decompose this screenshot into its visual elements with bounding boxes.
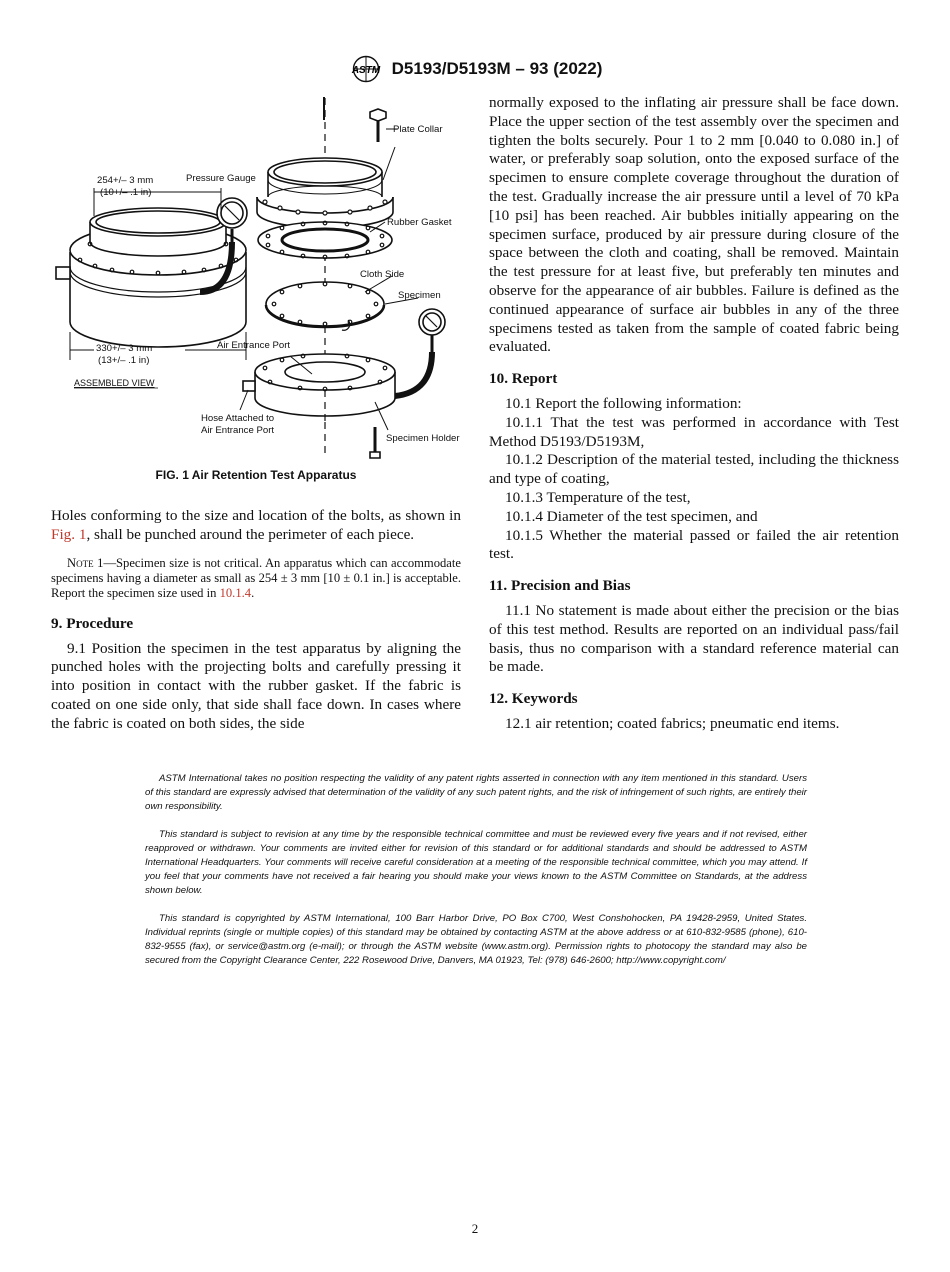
label-specimen-holder: Specimen Holder [386, 433, 460, 444]
right-column [489, 94, 899, 734]
bolt-bottom [370, 427, 380, 458]
paragraph-9-1-continued: normally exposed to the inflating air pressure shall be face down. Place the upper section of the test assembly over the specimen and tighten the bolts securely. Pour 1 to 2 mm [0.040 to 0.080 in.] of water, or preferably soap solution, onto the exposed surface of the specimen to ensure complete coverage throughout the duration of the test. Gradually increase the air pressure until a level of 70 kPa [10 psi] has been reached. Air bubbles initially appearing on the specimen surface, produced by air pressure during closure of the space between the cloth and coating, shall be removed. Maintain the test pressure for at least five, but preferably ten minutes and observe for the appearance of air bubbles. Failure is defined as the continued appearance of surface air bubbles in any of the three specimens tested as taken from the sample of coated fabric being evaluated. [489, 94, 899, 356]
label-specimen: Specimen [398, 290, 441, 301]
figure-caption: FIG. 1 Air Retention Test Apparatus [155, 468, 357, 482]
label-dim-top-2: (10+/– .1 in) [100, 187, 152, 198]
paragraph-10-1: 10.1 Report the following information: [505, 394, 742, 412]
section-11-heading: 11. Precision and Bias [489, 577, 631, 595]
patent-notice: ASTM International takes no position respecting the validity of any patent rights asserted in connection with any item mentioned in this standard. Users of this standard are expressly advised that determination of the validity of any such patent rights, and the risk of infringement of such rights, are entirely their own responsibility. [145, 773, 807, 812]
paragraph-9-1: 9.1 Position the specimen in the test apparatus by aligning the punched holes with the projecting bolts and carefully pressing it into position in contact with the rubber gasket. If the fabric is coated on one side only, that side shall face down. In cases where the fabric is coated on both sides, the side [51, 639, 461, 732]
pressure-gauge-right [395, 309, 445, 396]
label-dim-bottom-2: (13+/– .1 in) [98, 355, 150, 366]
paragraph-10-1-5: 10.1.5 Whether the material passed or failed the air retention test. [489, 526, 899, 563]
section-9-heading: 9. Procedure [51, 614, 134, 632]
page-number: 2 [471, 1221, 479, 1236]
label-air-entrance-port: Air Entrance Port [217, 340, 291, 351]
section-12-heading: 12. Keywords [489, 690, 578, 708]
page-header [0, 55, 950, 83]
rubber-gasket [258, 221, 392, 259]
label-dim-top-1: 254+/– 3 mm [97, 175, 154, 186]
label-plate-collar: Plate Collar [393, 124, 443, 135]
paragraph-11-1: 11.1 No statement is made about either the precision or the bias of this test method. Results are reported on an individual pass/fail basis, thus no comparison with a standard reference material can be made. [489, 601, 899, 676]
label-assembled-view: ASSEMBLED VIEW [74, 378, 155, 388]
paragraph-12-1: 12.1 air retention; coated fabrics; pneumatic end items. [505, 714, 840, 732]
astm-logo [348, 55, 384, 83]
revision-notice: This standard is subject to revision at any time by the responsible technical committee and must be reviewed every five years and if not revised, either reapproved or withdrawn. Your comments are invited either for revision of this standard or for additional standards and should be addressed to ASTM International Headquarters. Your comments will receive careful consideration at a meeting of the responsible technical committee, which you may attend. If you feel that your comments have not received a fair hearing you should make your views known to the ASTM Committee on Standards, at the address shown below. [145, 829, 807, 896]
paragraph-holes: Holes conforming to the size and location of the bolts, as shown in Fig. 1, shall be punched around the perimeter of each piece. [51, 507, 461, 543]
footer-notices [145, 772, 807, 982]
label-dim-bottom-1: 330+/– 3 mm [96, 343, 153, 354]
paragraph-10-1-3: 10.1.3 Temperature of the test, [505, 488, 691, 506]
label-rubber-gasket: Rubber Gasket [387, 217, 452, 228]
label-pressure-gauge: Pressure Gauge [186, 173, 256, 184]
copyright-notice: This standard is copyrighted by ASTM International, 100 Barr Harbor Drive, PO Box C700, West Conshohocken, PA 19428-2959, United States. Individual reprints (single or multiple copies) of this standard may be obtained by contacting ASTM at the above address or at 610-832-9585 (phone), 610-832-9555 (fax), or service@astm.org (e-mail); or through the ASTM website (www.astm.org). Permission rights to photocopy the standard may also be secured from the Copyright Clearance Center, 222 Rosewood Drive, Danvers, MA 01923, Tel: (978) 646-2600; http://www.copyright.com/ [145, 913, 807, 966]
figure-air-retention-apparatus [50, 92, 470, 464]
document-designation: D5193/D5193M – 93 (2022) [391, 59, 603, 78]
paragraph-10-1-4: 10.1.4 Diameter of the test specimen, and [505, 507, 758, 525]
specimen-holder [243, 354, 395, 422]
paragraph-10-1-1: 10.1.1 That the test was performed in accordance with Test Method D5193/D5193M, [489, 413, 899, 450]
section-10-1-4-link[interactable]: 10.1.4 [219, 586, 252, 601]
note-1: Note 1—Specimen size is not critical. An apparatus which can accommodate specimens having a diameter as small as 254 ± 3 mm [10 ± 0.1 in.] is acceptable. Report the specimen size used in 10.1.4. [51, 555, 461, 601]
paragraph-10-1-2: 10.1.2 Description of the material tested, including the thickness and type of coating, [489, 451, 899, 488]
fig-1-link[interactable]: Fig. 1 [51, 525, 87, 543]
plate-collar [257, 158, 393, 228]
left-column [51, 507, 461, 734]
svg-text:ASTM: ASTM [351, 65, 380, 76]
bolt-top [370, 109, 386, 142]
label-hose-1: Hose Attached to [201, 413, 275, 424]
specimen-disk [266, 282, 384, 330]
label-hose-2: Air Entrance Port [201, 425, 275, 436]
label-cloth-side: Cloth Side [360, 269, 405, 280]
section-10-heading: 10. Report [489, 370, 558, 388]
assembled-view [56, 188, 247, 360]
